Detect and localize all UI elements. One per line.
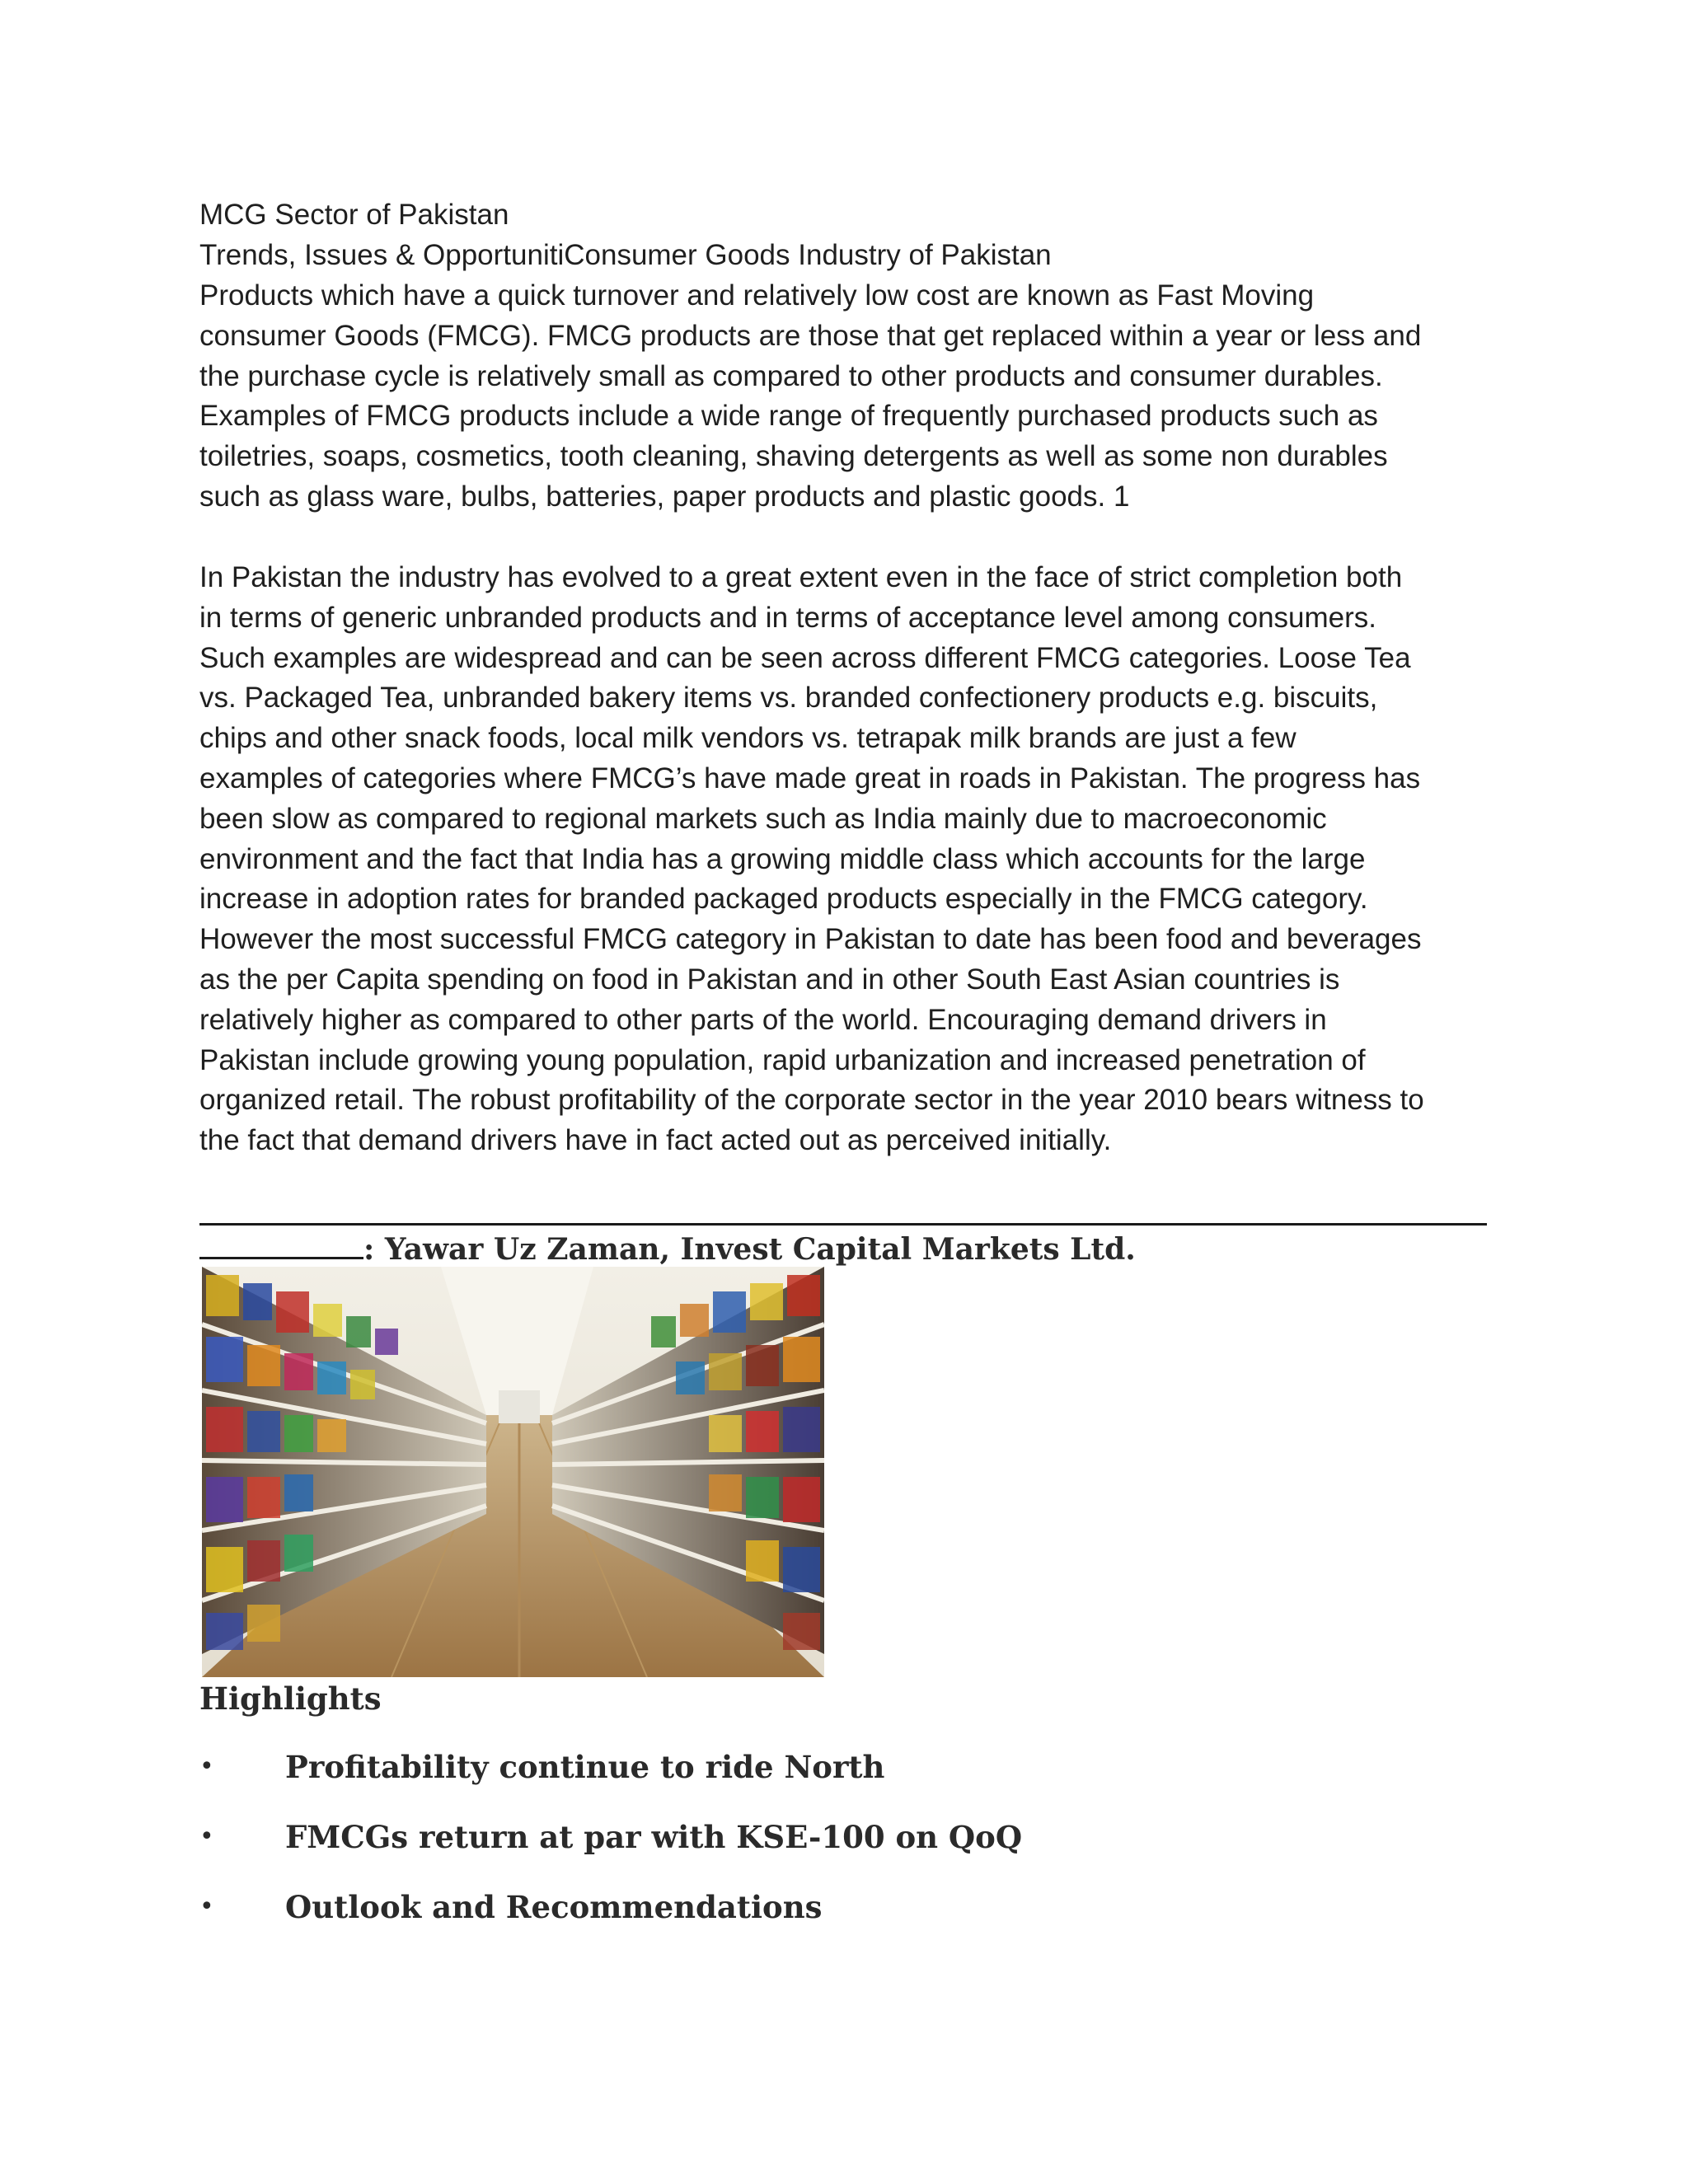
source-text: : Yawar Uz Zaman, Invest Capital Markets Ltd. [363, 1232, 1136, 1267]
paragraph-line: toiletries, soaps, cosmetics, tooth cleaning, shaving detergents as well as some non durables [199, 440, 1388, 473]
highlight-text: Profitability continue to ride North [285, 1749, 885, 1785]
paragraph-line: as the per Capita spending on food in Pakistan and in other South East Asian countries is [199, 963, 1340, 996]
paragraph-line: relatively higher as compared to other parts of the world. Encouraging demand drivers in [199, 1003, 1327, 1036]
paragraph-line: Pakistan include growing young population, rapid urbanization and increased penetration of [199, 1043, 1366, 1076]
paragraph-line: vs. Packaged Tea, unbranded bakery items vs. branded confectionery products e.g. biscuits, [199, 682, 1378, 715]
intro-paragraph [199, 276, 1493, 518]
paragraph-line: been slow as compared to regional markets such as India mainly due to macroeconomic [199, 802, 1327, 835]
paragraph-line: increase in adoption rates for branded packaged products especially in the FMCG category. [199, 883, 1368, 916]
title-block [199, 195, 1493, 276]
paragraph-line: In Pakistan the industry has evolved to a great extent even in the face of strict completion both [199, 561, 1403, 593]
highlight-text: Outlook and Recommendations [285, 1889, 823, 1925]
document-subtitle: Trends, Issues & OpportunitiConsumer Goods Industry of Pakistan [199, 238, 1052, 271]
supermarket-aisle-illustration [202, 1267, 824, 1677]
document-title: MCG Sector of Pakistan [199, 199, 509, 231]
bullet-icon: • [199, 1822, 214, 1851]
industry-paragraph [199, 558, 1493, 1161]
highlights-heading: Highlights [199, 1680, 382, 1717]
supermarket-aisle-photo [202, 1267, 824, 1677]
highlight-text: FMCGs return at par with KSE-100 on QoQ [285, 1819, 1023, 1855]
source-blank-underline [199, 1229, 363, 1259]
bullet-icon: • [199, 1752, 214, 1781]
paragraph-line: environment and the fact that India has a growing middle class which accounts for the large [199, 842, 1366, 875]
bullet-icon: • [199, 1892, 214, 1921]
paragraph-line: the purchase cycle is relatively small as compared to other products and consumer durables. [199, 359, 1383, 392]
paragraph-line: such as glass ware, bulbs, batteries, paper products and plastic goods. 1 [199, 480, 1130, 513]
paragraph-line: chips and other snack foods, local milk vendors vs. tetrapak milk brands are just a few [199, 722, 1296, 755]
paragraph-line: Products which have a quick turnover and relatively low cost are known as Fast Moving [199, 279, 1315, 312]
paragraph-line: the fact that demand drivers have in fact acted out as perceived initially. [199, 1124, 1112, 1157]
paragraph-line: in terms of generic unbranded products and in terms of acceptance level among consumers. [199, 601, 1376, 634]
paragraph-line: consumer Goods (FMCG). FMCG products are those that get replaced within a year or less and [199, 319, 1422, 352]
paragraph-line: Such examples are widespread and can be seen across different FMCG categories. Loose Tea [199, 641, 1411, 674]
paragraph-line: organized retail. The robust profitability of the corporate sector in the year 2010 bears witness to [199, 1084, 1424, 1117]
paragraph-line: Examples of FMCG products include a wide range of frequently purchased products such as [199, 400, 1378, 433]
paragraph-line: However the most successful FMCG category in Pakistan to date has been food and beverages [199, 923, 1422, 956]
paragraph-line: examples of categories where FMCG’s have made great in roads in Pakistan. The progress has [199, 762, 1421, 794]
